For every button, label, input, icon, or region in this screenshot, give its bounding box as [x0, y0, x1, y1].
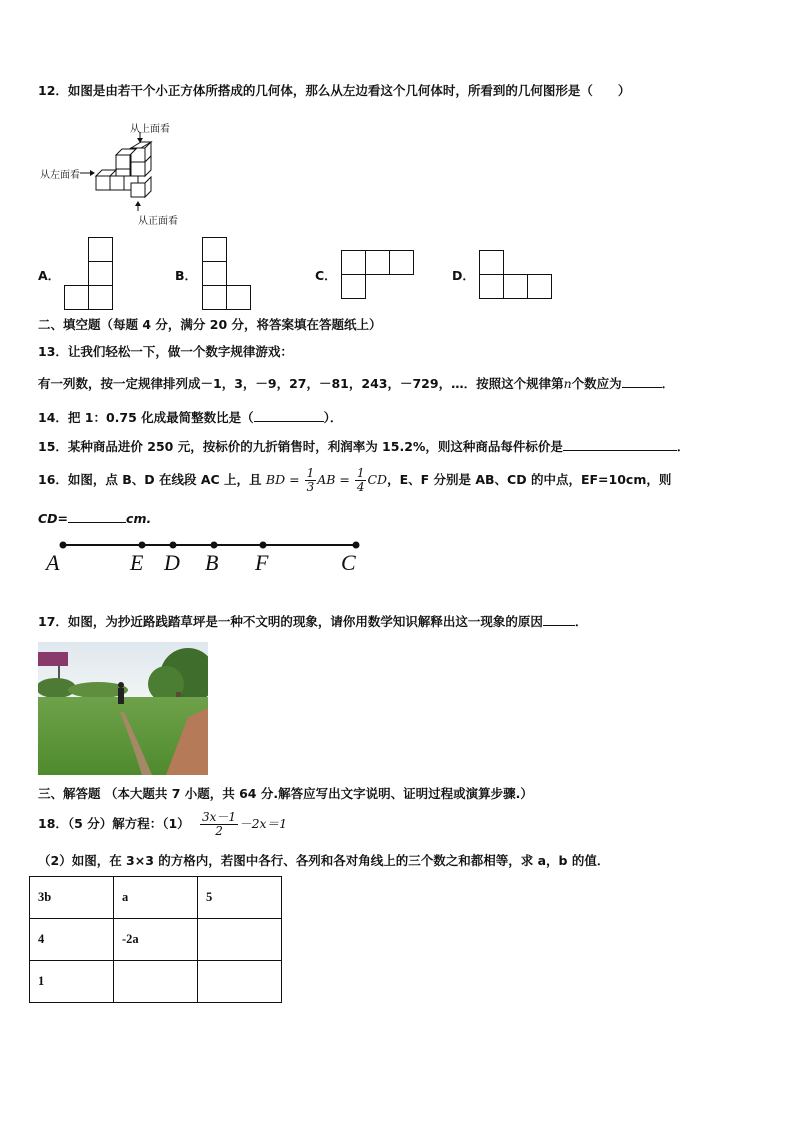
q13-line2: 有一列数，按一定规律排列成－1，3，－9，27，－81，243，－729，…．按照这个规律第n个数应为 ．: [38, 376, 675, 391]
label-b: B: [205, 550, 219, 575]
q12-text: 12．如图是由若干个小正方体所搭成的几何体，那么从左边看这个几何体时，所看到的几何图形是（ ）: [38, 83, 631, 98]
table-cell: [198, 919, 282, 961]
option-b-label: B．: [175, 268, 198, 283]
table-row: [30, 961, 282, 1003]
point-d: [170, 542, 177, 549]
table-cell: -2a: [114, 919, 198, 961]
option-d-label: D．: [452, 268, 475, 283]
point-b: [211, 542, 218, 549]
q14-text: 14．把 1：0.75 化成最简整数比是（ ）．: [38, 410, 343, 425]
q18-part2: （2）如图，在 3×3 的方格内，若图中各行、各列和各对角线上的三个数之和都相等，求 a，b 的值．: [38, 853, 610, 868]
table-row: [30, 919, 282, 961]
table-row: [30, 877, 282, 919]
label-a: A: [46, 550, 60, 575]
fig-top-label: 从上面看: [130, 124, 170, 135]
q18-text: 18．（5 分）解方程：（1） $\frac{3x-1}{2}$ －2x＝1: [38, 810, 288, 838]
table-cell: a: [114, 877, 198, 919]
label-c: C: [341, 550, 356, 575]
fig-left-label: 从左面看: [40, 170, 80, 181]
table-cell: 5: [198, 877, 282, 919]
table-cell: 4: [30, 919, 114, 961]
q17-text: 17．如图，为抄近路践踏草坪是一种不文明的现象，请你用数学知识解释出这一现象的原因 ．: [38, 614, 588, 629]
q13-line1: 13．让我们轻松一下，做一个数字规律游戏：: [38, 344, 293, 359]
magic-square-table: [29, 876, 282, 1003]
label-d: D: [164, 550, 180, 575]
q16-line2: CD= cm.: [38, 511, 152, 526]
table-cell: [198, 961, 282, 1003]
option-c-label: C．: [315, 268, 337, 283]
q16-text: 16．如图，点 B、D 在线段 AC 上，且 BD = $\frac{1}{3}$ AB = $\frac{1}{4}$ CD，E、F 分别是 AB、CD 的中点，EF=10cm，则: [38, 466, 672, 494]
fig-front-label: 从正面看: [138, 216, 178, 227]
table-cell: 3b: [30, 877, 114, 919]
point-c: [353, 542, 360, 549]
q15-text: 15．某种商品进价 250 元，按标价的九折销售时，利润率为 15.2%，则这种商品每件标价是 ．: [38, 439, 690, 454]
table-cell: [114, 961, 198, 1003]
point-e: [139, 542, 146, 549]
lawn-photo: [38, 642, 208, 775]
label-e: E: [130, 550, 144, 575]
point-f: [260, 542, 267, 549]
table-cell: 1: [30, 961, 114, 1003]
point-a: [60, 542, 67, 549]
section-2-heading: 二、填空题（每题 4 分，满分 20 分，将答案填在答题纸上）: [38, 317, 382, 332]
label-f: F: [255, 550, 269, 575]
section-3-heading: 三、解答题 （本大题共 7 小题，共 64 分.解答应写出文字说明、证明过程或演算步骤.）: [38, 786, 533, 801]
option-a-label: A．: [38, 268, 61, 283]
